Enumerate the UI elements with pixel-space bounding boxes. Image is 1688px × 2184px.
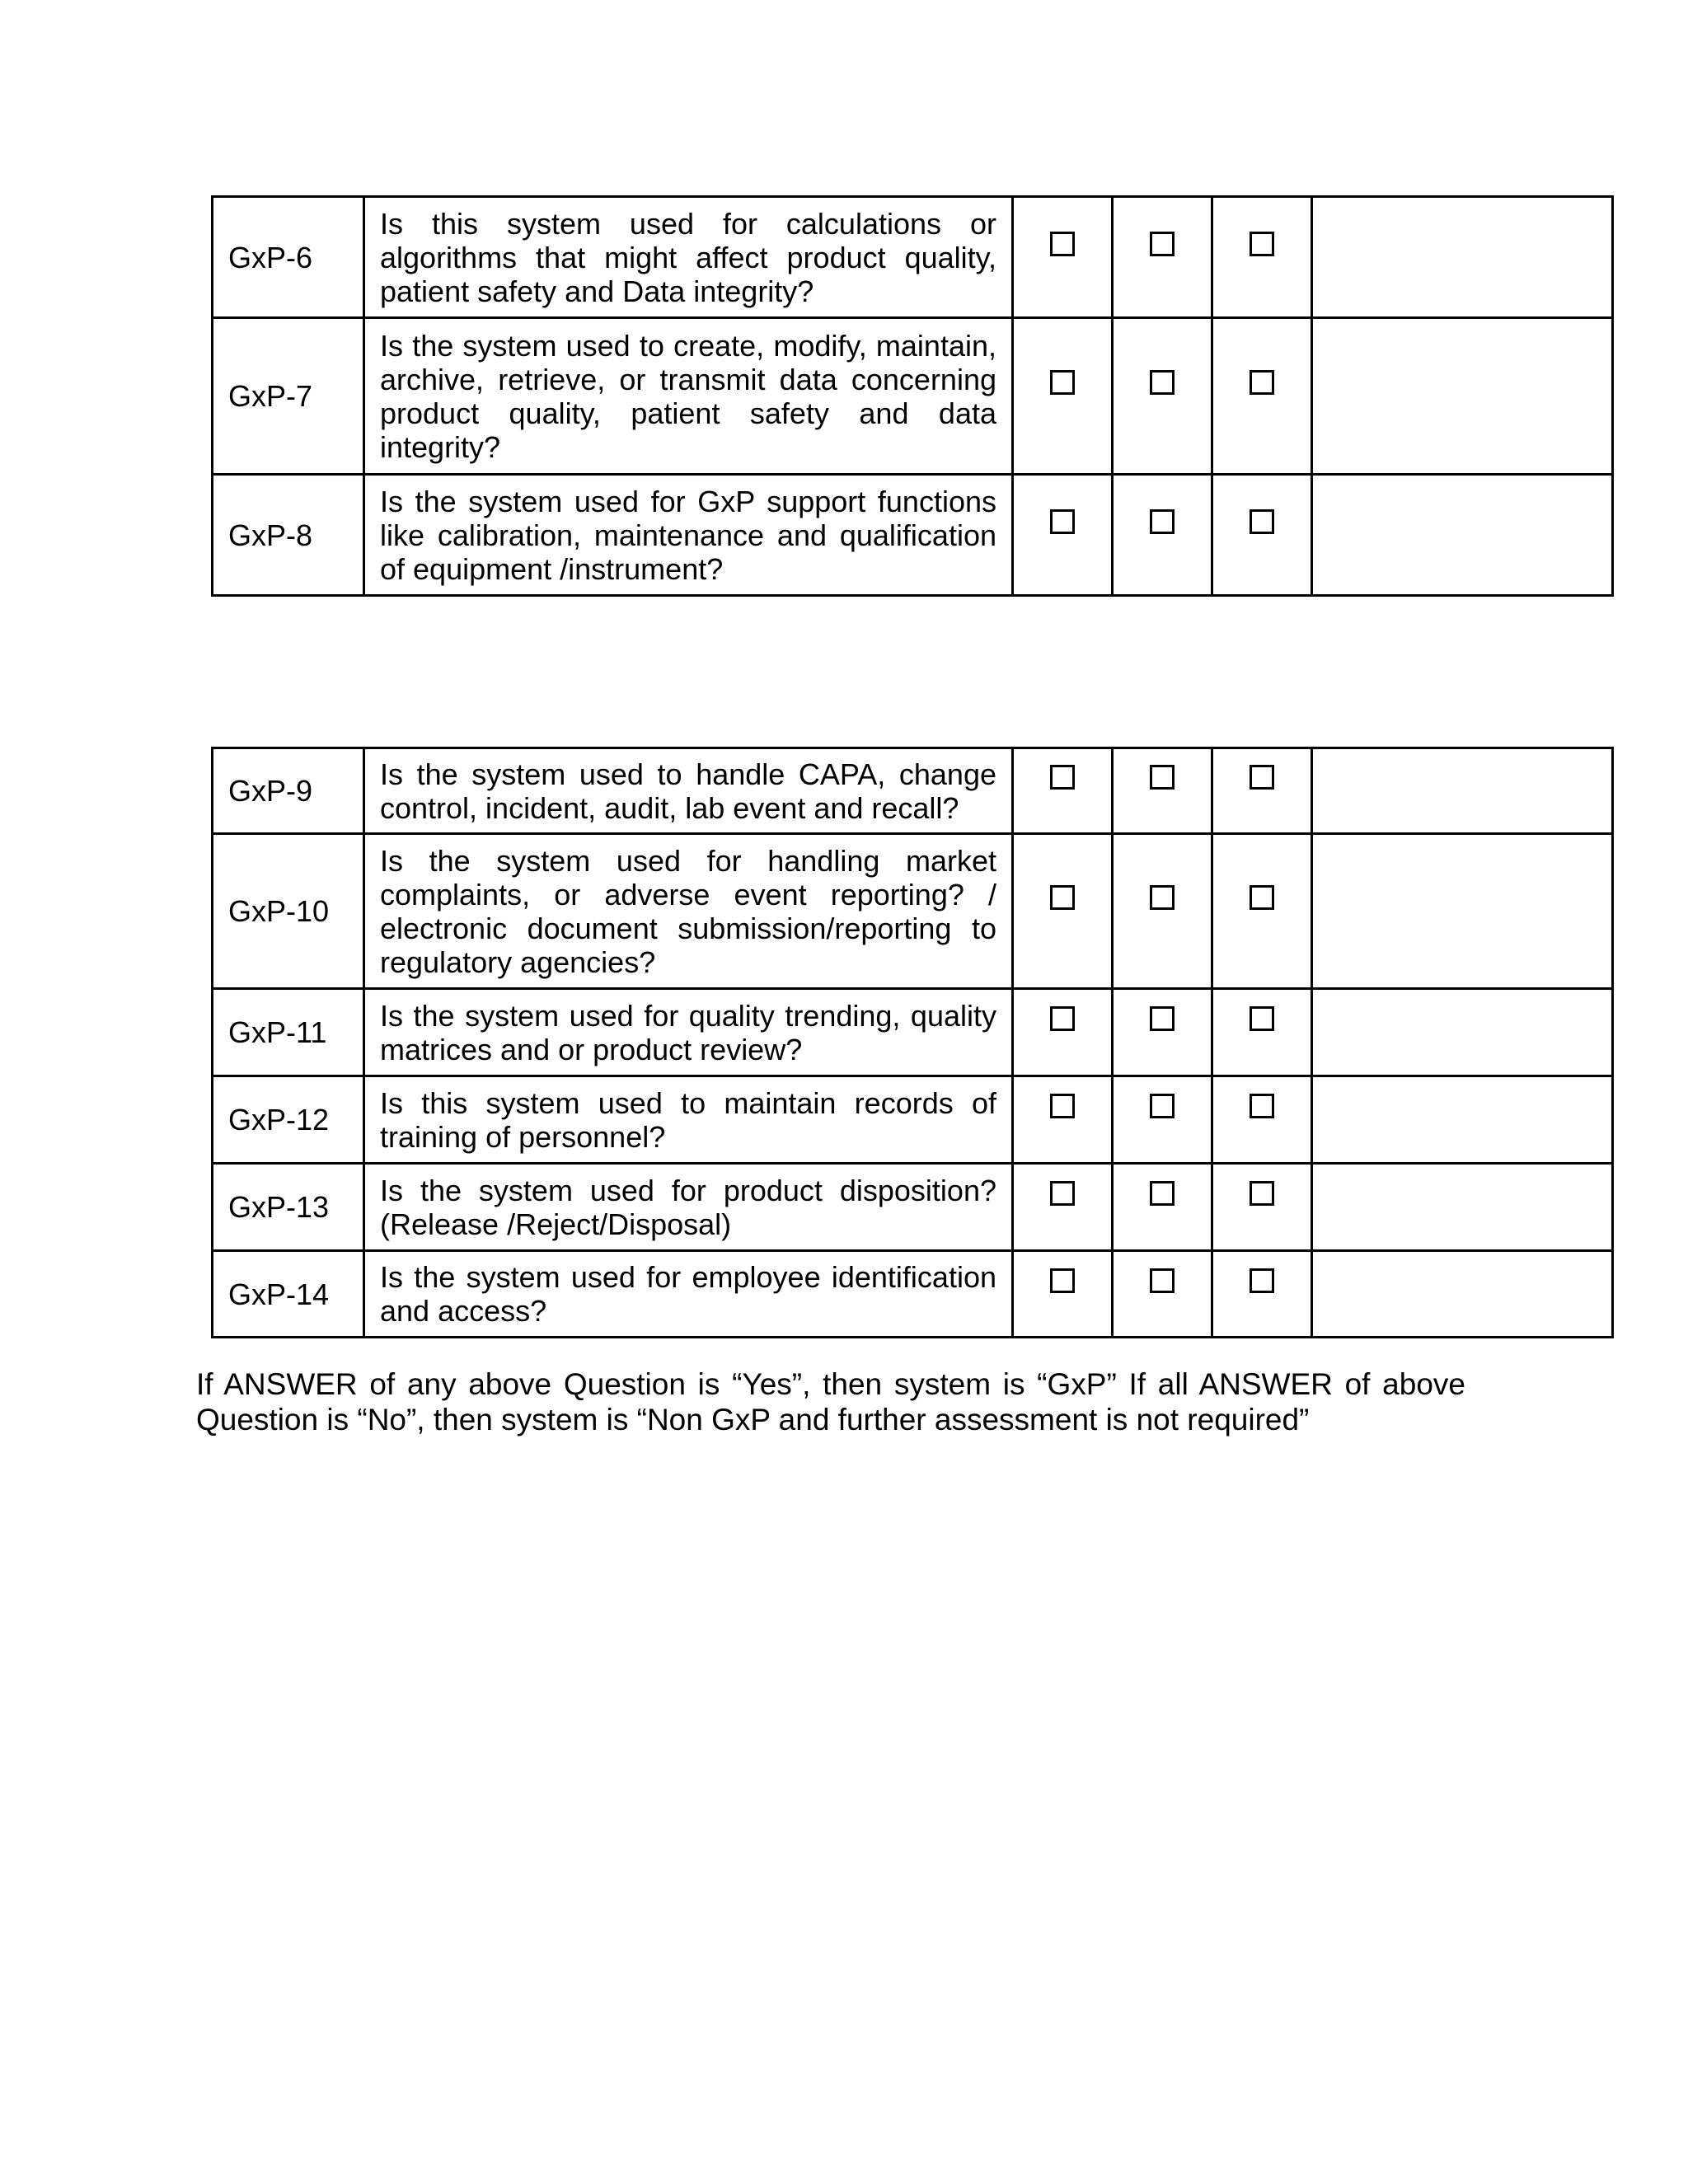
row-id: GxP-12 [213, 1076, 364, 1164]
no-checkbox[interactable] [1150, 509, 1175, 534]
row-id: GxP-7 [213, 318, 364, 475]
remarks-cell[interactable] [1312, 989, 1613, 1076]
row-id: GxP-6 [213, 197, 364, 318]
na-checkbox[interactable] [1250, 885, 1274, 910]
remarks-cell[interactable] [1312, 318, 1613, 475]
remarks-cell[interactable] [1312, 1164, 1613, 1251]
yes-checkbox[interactable] [1050, 1094, 1075, 1118]
row-question: Is this system used for calculations or algorithms that might affect product quality, patient safety and Data integrity? [364, 197, 1013, 318]
no-checkbox[interactable] [1150, 1268, 1175, 1293]
table-row [213, 475, 1613, 596]
row-question: Is the system used for employee identification and access? [364, 1251, 1013, 1338]
row-id: GxP-10 [213, 834, 364, 989]
remarks-cell[interactable] [1312, 834, 1613, 989]
row-question: Is the system used for handling market complaints, or adverse event reporting? / electronic document submission/reporting to regulatory agencies? [364, 834, 1013, 989]
remarks-cell[interactable] [1312, 197, 1613, 318]
no-checkbox[interactable] [1150, 232, 1175, 256]
yes-checkbox[interactable] [1050, 1181, 1075, 1206]
yes-checkbox[interactable] [1050, 1006, 1075, 1031]
assessment-note: If ANSWER of any above Question is “Yes”, then system is “GxP” If all ANSWER of above Question is “No”, then system is “Non GxP and further assessment is not required” [196, 1367, 1465, 1436]
no-checkbox[interactable] [1150, 1094, 1175, 1118]
gxp-assessment-table-2 [211, 747, 1614, 1338]
remarks-cell[interactable] [1312, 475, 1613, 596]
row-question: Is the system used to handle CAPA, change control, incident, audit, lab event and recall? [364, 748, 1013, 834]
yes-checkbox[interactable] [1050, 509, 1075, 534]
remarks-cell[interactable] [1312, 748, 1613, 834]
row-id: GxP-13 [213, 1164, 364, 1251]
na-checkbox[interactable] [1250, 765, 1274, 790]
row-id: GxP-14 [213, 1251, 364, 1338]
yes-checkbox[interactable] [1050, 765, 1075, 790]
row-id: GxP-8 [213, 475, 364, 596]
table-row [213, 1164, 1613, 1251]
na-checkbox[interactable] [1250, 232, 1274, 256]
table-row [213, 1251, 1613, 1338]
row-question: Is the system used to create, modify, maintain, archive, retrieve, or transmit data concerning product quality, patient safety and data integrity? [364, 318, 1013, 475]
na-checkbox[interactable] [1250, 1268, 1274, 1293]
row-question: Is this system used to maintain records of training of personnel? [364, 1076, 1013, 1164]
yes-checkbox[interactable] [1050, 232, 1075, 256]
table-row [213, 989, 1613, 1076]
table-row [213, 197, 1613, 318]
remarks-cell[interactable] [1312, 1076, 1613, 1164]
yes-checkbox[interactable] [1050, 370, 1075, 395]
row-id: GxP-11 [213, 989, 364, 1076]
na-checkbox[interactable] [1250, 509, 1274, 534]
yes-checkbox[interactable] [1050, 885, 1075, 910]
na-checkbox[interactable] [1250, 1006, 1274, 1031]
no-checkbox[interactable] [1150, 765, 1175, 790]
yes-checkbox[interactable] [1050, 1268, 1075, 1293]
no-checkbox[interactable] [1150, 1181, 1175, 1206]
table-row [213, 1076, 1613, 1164]
table-row [213, 834, 1613, 989]
row-question: Is the system used for GxP support functions like calibration, maintenance and qualification of equipment /instrument? [364, 475, 1013, 596]
no-checkbox[interactable] [1150, 885, 1175, 910]
table-row [213, 748, 1613, 834]
na-checkbox[interactable] [1250, 1181, 1274, 1206]
na-checkbox[interactable] [1250, 1094, 1274, 1118]
row-question: Is the system used for product disposition? (Release /Reject/Disposal) [364, 1164, 1013, 1251]
remarks-cell[interactable] [1312, 1251, 1613, 1338]
row-question: Is the system used for quality trending, quality matrices and or product review? [364, 989, 1013, 1076]
no-checkbox[interactable] [1150, 1006, 1175, 1031]
na-checkbox[interactable] [1250, 370, 1274, 395]
no-checkbox[interactable] [1150, 370, 1175, 395]
table-row [213, 318, 1613, 475]
gxp-assessment-table-1 [211, 195, 1614, 597]
row-id: GxP-9 [213, 748, 364, 834]
